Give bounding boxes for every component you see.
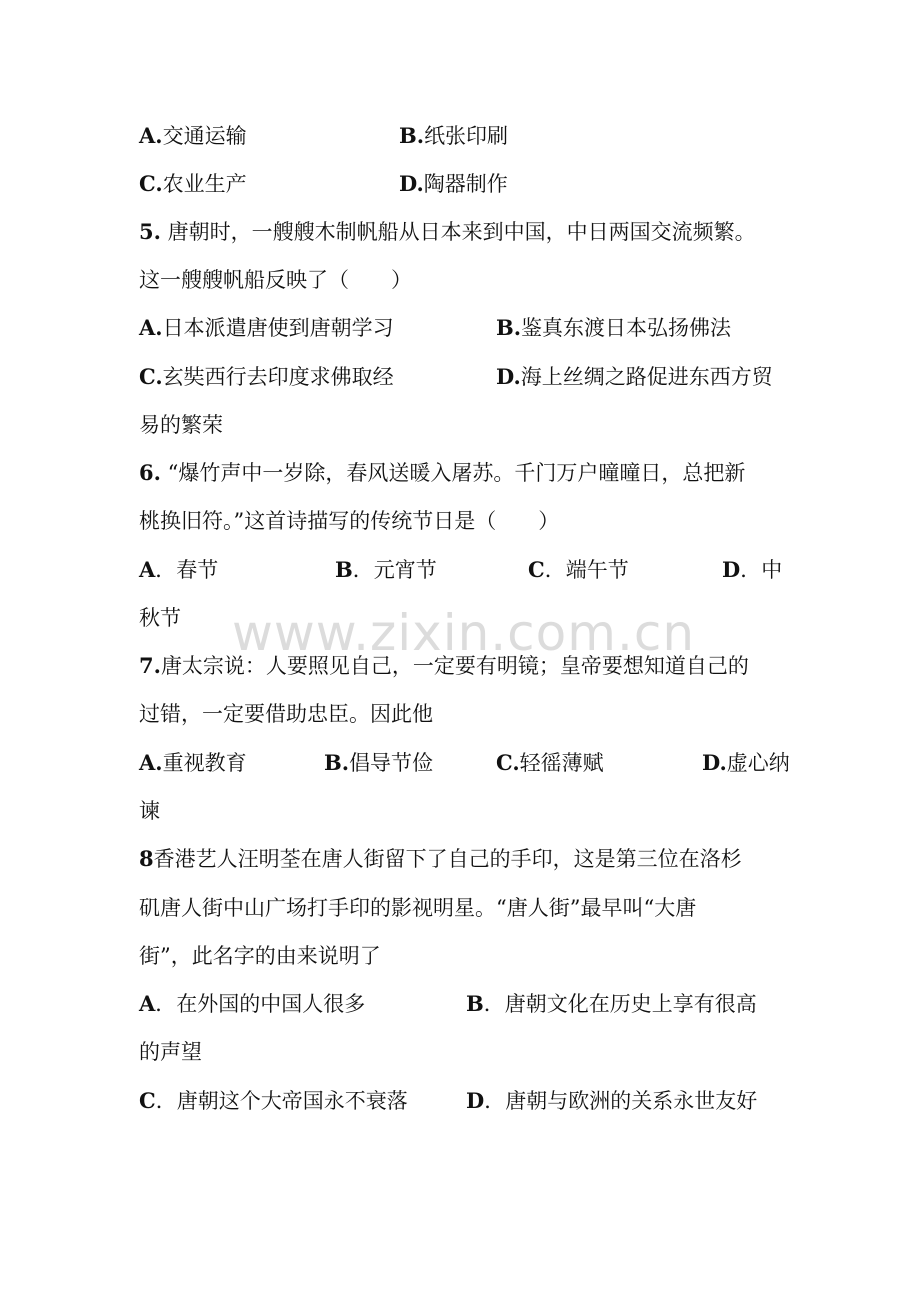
q5-option-d: D.海上丝绸之路促进东西方贸 [496, 364, 773, 389]
q7-option-c: C.轻徭薄赋 [496, 750, 604, 775]
q8-stem-line-1: 8香港艺人汪明荃在唐人街留下了自己的手印，这是第三位在洛杉 [139, 846, 742, 871]
q4-options-row-2 [139, 169, 799, 199]
q4-option-c: C.农业生产 [139, 171, 247, 196]
q6-options-row [139, 555, 799, 585]
q7-options-row [139, 748, 799, 778]
q6-stem-line-1: 6. “爆竹声中一岁除，春风送暖入屠苏。千门万户曈曈日，总把新 [139, 460, 746, 485]
q7-stem-line-2: 过错，一定要借助忠臣。因此他 [139, 702, 433, 726]
q8-option-b: B．唐朝文化在历史上享有很高 [466, 991, 757, 1016]
q5-option-a: A.日本派遣唐使到唐朝学习 [139, 315, 394, 340]
q4-option-a: A.交通运输 [139, 123, 247, 148]
q5-options-row-2 [139, 362, 799, 392]
q8-number: 8 [139, 846, 154, 871]
q6-option-a: A．春节 [139, 557, 219, 582]
q8-option-a: A．在外国的中国人很多 [139, 991, 366, 1016]
q5-option-d-continued: 易的繁荣 [139, 413, 223, 437]
q8-stem-line-3: 街”，此名字的由来说明了 [139, 944, 381, 968]
watermark: www.zixin.com.cn [232, 604, 696, 662]
q4-option-d: D.陶器制作 [399, 171, 508, 196]
q8-option-b-continued: 的声望 [139, 1040, 202, 1064]
q4-option-b: B.纸张印刷 [399, 123, 509, 148]
q5-number: 5. [139, 219, 161, 244]
q5-option-c: C.玄奘西行去印度求佛取经 [139, 364, 394, 389]
q5-option-b: B.鉴真东渡日本弘扬佛法 [496, 315, 732, 340]
q6-option-d: D．中 [722, 557, 783, 582]
q8-option-c: C．唐朝这个大帝国永不衰落 [139, 1088, 408, 1113]
q4-options-row-1 [139, 121, 799, 151]
q7-option-d-continued: 谏 [139, 799, 160, 823]
q6-stem-line-2: 桃换旧符。”这首诗描写的传统节日是（ ） [139, 509, 560, 533]
q5-stem-line-2: 这一艘艘帆船反映了（ ） [139, 268, 412, 292]
q7-stem-line-1: 7.唐太宗说：人要照见自己，一定要有明镜；皇帝要想知道自己的 [139, 653, 749, 678]
q6-option-b: B．元宵节 [335, 557, 437, 582]
q7-option-a: A.重视教育 [139, 750, 247, 775]
q7-option-d: D.虚心纳 [702, 750, 790, 775]
q6-number: 6. [139, 460, 161, 485]
q8-option-d: D．唐朝与欧洲的关系永世友好 [466, 1088, 758, 1113]
q8-stem-line-2: 矶唐人街中山广场打手印的影视明星。“唐人街”最早叫“大唐 [139, 896, 697, 920]
q8-options-row-2 [139, 1086, 799, 1116]
q5-stem-line-1: 5. 唐朝时，一艘艘木制帆船从日本来到中国，中日两国交流频繁。 [139, 219, 756, 244]
q6-option-d-continued: 秋节 [139, 606, 181, 630]
q6-option-c: C．端午节 [528, 557, 629, 582]
q5-options-row-1 [139, 313, 799, 343]
q8-options-row-1 [139, 989, 799, 1019]
q7-option-b: B.倡导节俭 [324, 750, 434, 775]
q7-number: 7. [139, 653, 161, 678]
